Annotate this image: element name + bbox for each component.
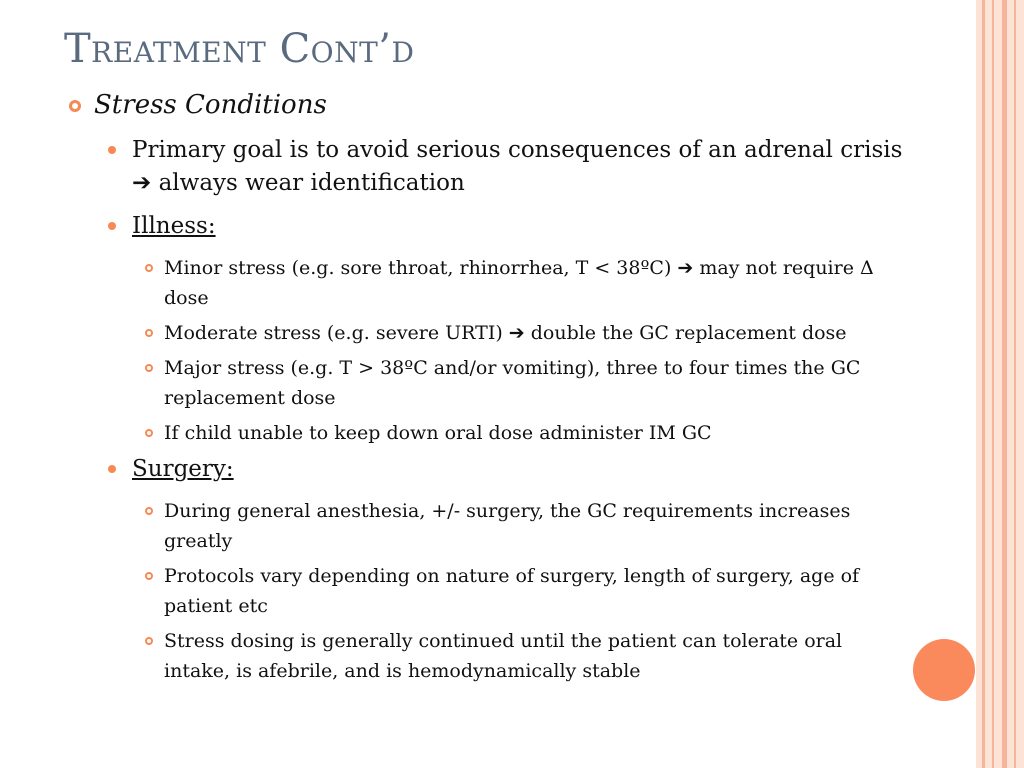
illness-item-text: Minor stress (e.g. sore throat, rhinorrhea, T < 38ºC) ➔ may not require Δ dose bbox=[164, 257, 874, 309]
illness-item bbox=[66, 353, 906, 413]
slide-body bbox=[66, 88, 906, 691]
ring-bullet-icon bbox=[145, 329, 153, 337]
surgery-heading: Surgery: bbox=[132, 456, 234, 482]
ring-bullet-icon bbox=[145, 572, 153, 580]
ring-bullet-icon bbox=[145, 364, 153, 372]
slide-title: Treatment Cont’d bbox=[64, 26, 415, 72]
bullet-primary-goal bbox=[66, 134, 906, 200]
bullet-illness bbox=[66, 210, 906, 243]
surgery-item bbox=[66, 626, 906, 686]
surgery-item-text: Stress dosing is generally continued until the patient can tolerate oral intake, is afebrile, and is hemodynamically stable bbox=[164, 630, 843, 682]
bullet-surgery bbox=[66, 453, 906, 486]
ring-bullet-icon bbox=[69, 100, 81, 112]
illness-item-text: If child unable to keep down oral dose administer IM GC bbox=[164, 422, 712, 444]
surgery-item-text: Protocols vary depending on nature of surgery, length of surgery, age of patient etc bbox=[164, 565, 860, 617]
dot-bullet-icon bbox=[108, 222, 116, 230]
illness-heading: Illness: bbox=[132, 213, 216, 239]
illness-item bbox=[66, 418, 906, 448]
ring-bullet-icon bbox=[145, 264, 153, 272]
surgery-item bbox=[66, 496, 906, 556]
illness-item-text: Moderate stress (e.g. severe URTI) ➔ double the GC replacement dose bbox=[164, 322, 847, 344]
ring-bullet-icon bbox=[145, 507, 153, 515]
surgery-item bbox=[66, 561, 906, 621]
ring-bullet-icon bbox=[145, 429, 153, 437]
dot-bullet-icon bbox=[108, 146, 116, 154]
ring-bullet-icon bbox=[145, 637, 153, 645]
bullet-primary-goal-text: Primary goal is to avoid serious consequences of an adrenal crisis ➔ always wear identification bbox=[132, 137, 903, 196]
section-heading-text: Stress Conditions bbox=[94, 90, 327, 120]
surgery-item-text: During general anesthesia, +/- surgery, the GC requirements increases greatly bbox=[164, 500, 851, 552]
section-heading bbox=[66, 88, 906, 122]
decorative-circle bbox=[913, 639, 975, 701]
illness-item bbox=[66, 318, 906, 348]
illness-item bbox=[66, 253, 906, 313]
illness-item-text: Major stress (e.g. T > 38ºC and/or vomiting), three to four times the GC replacement dose bbox=[164, 357, 861, 409]
decorative-stripes bbox=[976, 0, 1024, 768]
dot-bullet-icon bbox=[108, 465, 116, 473]
